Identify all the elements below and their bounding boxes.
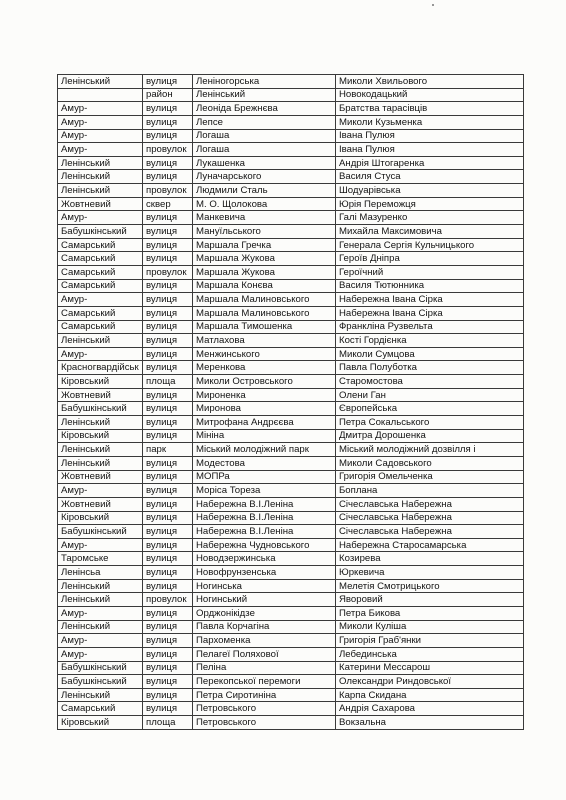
table-row <box>58 170 524 184</box>
table-row <box>58 497 524 511</box>
table-row <box>58 456 524 470</box>
old-name-cell: Моріса Тореза <box>193 484 336 498</box>
new-name-cell: Лебединська <box>336 647 524 661</box>
old-name-cell: Модестова <box>193 456 336 470</box>
district-cell: Самарський <box>58 265 143 279</box>
old-name-cell: Мануїльського <box>193 225 336 239</box>
object-type-cell: вулиця <box>143 606 193 620</box>
object-type-cell: район <box>143 88 193 102</box>
old-name-cell: Маршала Конєва <box>193 279 336 293</box>
district-cell: Бабушкінський <box>58 675 143 689</box>
new-name-cell: Мелетія Смотрицького <box>336 579 524 593</box>
new-name-cell: Івана Пулюя <box>336 129 524 143</box>
district-cell: Самарський <box>58 320 143 334</box>
district-cell: Амур- <box>58 634 143 648</box>
new-name-cell: Боплана <box>336 484 524 498</box>
new-name-cell: Шодуарівська <box>336 184 524 198</box>
district-cell: Амур- <box>58 115 143 129</box>
new-name-cell: Кості Гордієнка <box>336 334 524 348</box>
object-type-cell: вулиця <box>143 661 193 675</box>
old-name-cell: Набережна Чудновського <box>193 538 336 552</box>
table-row <box>58 538 524 552</box>
old-name-cell: МОПРа <box>193 470 336 484</box>
object-type-cell: сквер <box>143 197 193 211</box>
old-name-cell: Мироненка <box>193 388 336 402</box>
new-name-cell: Катерини Мессарош <box>336 661 524 675</box>
table-row <box>58 416 524 430</box>
object-type-cell: вулиця <box>143 675 193 689</box>
old-name-cell: Набережна В.І.Леніна <box>193 511 336 525</box>
new-name-cell: Миколи Кузьменка <box>336 115 524 129</box>
district-cell: Кіровський <box>58 429 143 443</box>
old-name-cell: Петровського <box>193 702 336 716</box>
district-cell: Самарський <box>58 702 143 716</box>
new-name-cell: Братства тарасівців <box>336 102 524 116</box>
new-name-cell: Набережна Івана Сірка <box>336 306 524 320</box>
district-cell: Жовтневий <box>58 197 143 211</box>
new-name-cell: Юрія Переможця <box>336 197 524 211</box>
new-name-cell: Яворовий <box>336 593 524 607</box>
table-row <box>58 279 524 293</box>
old-name-cell: Набережна В.І.Леніна <box>193 525 336 539</box>
district-cell <box>58 88 143 102</box>
district-cell: Самарський <box>58 279 143 293</box>
table-row <box>58 620 524 634</box>
district-cell: Амур- <box>58 606 143 620</box>
object-type-cell: вулиця <box>143 470 193 484</box>
district-cell: Кіровський <box>58 375 143 389</box>
object-type-cell: вулиця <box>143 238 193 252</box>
table-row <box>58 552 524 566</box>
object-type-cell: вулиця <box>143 334 193 348</box>
table-row <box>58 347 524 361</box>
object-type-cell: вулиця <box>143 402 193 416</box>
district-cell: Ленінський <box>58 620 143 634</box>
old-name-cell: Логаша <box>193 143 336 157</box>
old-name-cell: Миколи Островського <box>193 375 336 389</box>
table-row <box>58 579 524 593</box>
object-type-cell: вулиця <box>143 252 193 266</box>
table-row <box>58 470 524 484</box>
object-type-cell: вулиця <box>143 566 193 580</box>
table-row <box>58 361 524 375</box>
object-type-cell: вулиця <box>143 102 193 116</box>
new-name-cell: Набережна Старосамарська <box>336 538 524 552</box>
table-row <box>58 88 524 102</box>
new-name-cell: Івана Пулюя <box>336 143 524 157</box>
district-cell: Самарський <box>58 238 143 252</box>
district-cell: Амур- <box>58 538 143 552</box>
district-cell: Таромське <box>58 552 143 566</box>
new-name-cell: Михайла Максимовича <box>336 225 524 239</box>
table-row <box>58 320 524 334</box>
street-renaming-table <box>57 74 524 730</box>
district-cell: Амур- <box>58 647 143 661</box>
table-row <box>58 184 524 198</box>
district-cell: Бабушкінський <box>58 525 143 539</box>
object-type-cell: провулок <box>143 593 193 607</box>
district-cell: Ленінський <box>58 443 143 457</box>
new-name-cell: Січеславська Набережна <box>336 497 524 511</box>
new-name-cell: Миколи Садовського <box>336 456 524 470</box>
district-cell: Ленінський <box>58 75 143 89</box>
old-name-cell: Новофрунзенська <box>193 566 336 580</box>
object-type-cell: провулок <box>143 143 193 157</box>
table-row <box>58 593 524 607</box>
new-name-cell: Карпа Скидана <box>336 688 524 702</box>
table-row <box>58 702 524 716</box>
object-type-cell: вулиця <box>143 634 193 648</box>
object-type-cell: вулиця <box>143 484 193 498</box>
district-cell: Ленінський <box>58 593 143 607</box>
district-cell: Кіровський <box>58 511 143 525</box>
district-cell: Жовтневий <box>58 470 143 484</box>
old-name-cell: Миронова <box>193 402 336 416</box>
new-name-cell: Павла Полуботка <box>336 361 524 375</box>
old-name-cell: Маршала Гречка <box>193 238 336 252</box>
object-type-cell: провулок <box>143 265 193 279</box>
table-row <box>58 115 524 129</box>
object-type-cell: вулиця <box>143 170 193 184</box>
old-name-cell: М. О. Щолокова <box>193 197 336 211</box>
old-name-cell: Менжинського <box>193 347 336 361</box>
old-name-cell: Ленінський <box>193 88 336 102</box>
old-name-cell: Мініна <box>193 429 336 443</box>
table-row <box>58 293 524 307</box>
object-type-cell: вулиця <box>143 511 193 525</box>
object-type-cell: вулиця <box>143 306 193 320</box>
old-name-cell: Ногинська <box>193 579 336 593</box>
table-row <box>58 716 524 730</box>
old-name-cell: Меренкова <box>193 361 336 375</box>
old-name-cell: Леніногорська <box>193 75 336 89</box>
old-name-cell: Маршала Жукова <box>193 252 336 266</box>
object-type-cell: вулиця <box>143 579 193 593</box>
object-type-cell: вулиця <box>143 525 193 539</box>
table-row <box>58 402 524 416</box>
district-cell: Самарський <box>58 252 143 266</box>
table-row <box>58 511 524 525</box>
old-name-cell: Леоніда Брежнєва <box>193 102 336 116</box>
old-name-cell: Павла Корчагіна <box>193 620 336 634</box>
new-name-cell: Юркевича <box>336 566 524 580</box>
new-name-cell: Міський молодіжний дозвілля і <box>336 443 524 457</box>
object-type-cell: вулиця <box>143 361 193 375</box>
new-name-cell: Вокзальна <box>336 716 524 730</box>
district-cell: Амур- <box>58 293 143 307</box>
object-type-cell: вулиця <box>143 115 193 129</box>
district-cell: Самарський <box>58 306 143 320</box>
district-cell: Жовтневий <box>58 497 143 511</box>
new-name-cell: Миколи Хвильового <box>336 75 524 89</box>
table-row <box>58 675 524 689</box>
old-name-cell: Манкевича <box>193 211 336 225</box>
district-cell: Красногвардійськ <box>58 361 143 375</box>
object-type-cell: вулиця <box>143 320 193 334</box>
district-cell: Ленінсьа <box>58 566 143 580</box>
district-cell: Кіровський <box>58 716 143 730</box>
district-cell: Ленінський <box>58 334 143 348</box>
new-name-cell: Андрія Штогаренка <box>336 156 524 170</box>
table-row <box>58 143 524 157</box>
table-row <box>58 647 524 661</box>
object-type-cell: вулиця <box>143 429 193 443</box>
new-name-cell: Григорія Омельченка <box>336 470 524 484</box>
table-row <box>58 197 524 211</box>
new-name-cell: Петра Бикова <box>336 606 524 620</box>
old-name-cell: Петра Сиротиніна <box>193 688 336 702</box>
old-name-cell: Міський молодіжний парк <box>193 443 336 457</box>
table-row <box>58 211 524 225</box>
table-row <box>58 102 524 116</box>
table-row <box>58 566 524 580</box>
new-name-cell: Василя Тютюнника <box>336 279 524 293</box>
new-name-cell: Європейська <box>336 402 524 416</box>
object-type-cell: вулиця <box>143 647 193 661</box>
table-row <box>58 129 524 143</box>
object-type-cell: вулиця <box>143 225 193 239</box>
object-type-cell: вулиця <box>143 388 193 402</box>
old-name-cell: Луначарського <box>193 170 336 184</box>
object-type-cell: провулок <box>143 184 193 198</box>
table-row <box>58 238 524 252</box>
old-name-cell: Лепсе <box>193 115 336 129</box>
table-row <box>58 75 524 89</box>
old-name-cell: Орджонікідзе <box>193 606 336 620</box>
district-cell: Амур- <box>58 211 143 225</box>
table-row <box>58 661 524 675</box>
new-name-cell: Миколи Сумцова <box>336 347 524 361</box>
table-row <box>58 334 524 348</box>
old-name-cell: Набережна В.І.Леніна <box>193 497 336 511</box>
new-name-cell: Андрія Сахарова <box>336 702 524 716</box>
new-name-cell: Олени Ган <box>336 388 524 402</box>
new-name-cell: Генерала Сергія Кульчицького <box>336 238 524 252</box>
table-row <box>58 484 524 498</box>
district-cell: Амур- <box>58 102 143 116</box>
new-name-cell: Дмитра Дорошенка <box>336 429 524 443</box>
district-cell: Бабушкінський <box>58 402 143 416</box>
object-type-cell: вулиця <box>143 279 193 293</box>
old-name-cell: Ногинський <box>193 593 336 607</box>
new-name-cell: Козирева <box>336 552 524 566</box>
new-name-cell: Набережна Івана Сірка <box>336 293 524 307</box>
district-cell: Жовтневий <box>58 388 143 402</box>
district-cell: Амур- <box>58 129 143 143</box>
new-name-cell: Героїв Дніпра <box>336 252 524 266</box>
object-type-cell: вулиця <box>143 347 193 361</box>
object-type-cell: вулиця <box>143 456 193 470</box>
table-row <box>58 606 524 620</box>
table-row <box>58 688 524 702</box>
old-name-cell: Маршала Жукова <box>193 265 336 279</box>
object-type-cell: вулиця <box>143 538 193 552</box>
district-cell: Амур- <box>58 347 143 361</box>
old-name-cell: Пархоменка <box>193 634 336 648</box>
table-row <box>58 634 524 648</box>
district-cell: Ленінський <box>58 456 143 470</box>
district-cell: Бабушкінський <box>58 661 143 675</box>
old-name-cell: Маршала Тимошенка <box>193 320 336 334</box>
object-type-cell: вулиця <box>143 497 193 511</box>
old-name-cell: Людмили Сталь <box>193 184 336 198</box>
table-row <box>58 225 524 239</box>
old-name-cell: Маршала Малиновського <box>193 306 336 320</box>
table-row <box>58 252 524 266</box>
district-cell: Бабушкінський <box>58 225 143 239</box>
district-cell: Ленінський <box>58 579 143 593</box>
new-name-cell: Героїчний <box>336 265 524 279</box>
district-cell: Ленінський <box>58 416 143 430</box>
new-name-cell: Галі Мазуренко <box>336 211 524 225</box>
object-type-cell: площа <box>143 375 193 389</box>
table-body <box>58 75 524 730</box>
table-row <box>58 525 524 539</box>
new-name-cell: Григорія Граб'янки <box>336 634 524 648</box>
district-cell: Ленінський <box>58 184 143 198</box>
object-type-cell: вулиця <box>143 552 193 566</box>
object-type-cell: вулиця <box>143 688 193 702</box>
table-row <box>58 429 524 443</box>
table-row <box>58 375 524 389</box>
new-name-cell: Франкліна Рузвельта <box>336 320 524 334</box>
table-row <box>58 443 524 457</box>
old-name-cell: Пелагеї Поляхової <box>193 647 336 661</box>
old-name-cell: Митрофана Андрєєва <box>193 416 336 430</box>
new-name-cell: Петра Сокальського <box>336 416 524 430</box>
district-cell: Ленінський <box>58 156 143 170</box>
district-cell: Амур- <box>58 484 143 498</box>
object-type-cell: парк <box>143 443 193 457</box>
old-name-cell: Петровського <box>193 716 336 730</box>
old-name-cell: Лукашенка <box>193 156 336 170</box>
district-cell: Ленінський <box>58 170 143 184</box>
object-type-cell: вулиця <box>143 156 193 170</box>
object-type-cell: вулиця <box>143 620 193 634</box>
new-name-cell: Старомостова <box>336 375 524 389</box>
object-type-cell: вулиця <box>143 129 193 143</box>
new-name-cell: Новокодацький <box>336 88 524 102</box>
district-cell: Ленінський <box>58 688 143 702</box>
table-row <box>58 265 524 279</box>
old-name-cell: Маршала Малиновського <box>193 293 336 307</box>
old-name-cell: Матлахова <box>193 334 336 348</box>
object-type-cell: вулиця <box>143 293 193 307</box>
object-type-cell: вулиця <box>143 416 193 430</box>
new-name-cell: Січеславська Набережна <box>336 511 524 525</box>
new-name-cell: Василя Стуса <box>336 170 524 184</box>
table-row <box>58 306 524 320</box>
new-name-cell: Січеславська Набережна <box>336 525 524 539</box>
object-type-cell: вулиця <box>143 211 193 225</box>
object-type-cell: вулиця <box>143 75 193 89</box>
old-name-cell: Пеліна <box>193 661 336 675</box>
table-row <box>58 156 524 170</box>
object-type-cell: вулиця <box>143 702 193 716</box>
old-name-cell: Новодзержинська <box>193 552 336 566</box>
old-name-cell: Перекопської перемоги <box>193 675 336 689</box>
scan-speck <box>432 4 434 6</box>
district-cell: Амур- <box>58 143 143 157</box>
old-name-cell: Логаша <box>193 129 336 143</box>
new-name-cell: Миколи Куліша <box>336 620 524 634</box>
object-type-cell: площа <box>143 716 193 730</box>
new-name-cell: Олександри Риндовської <box>336 675 524 689</box>
table-row <box>58 388 524 402</box>
